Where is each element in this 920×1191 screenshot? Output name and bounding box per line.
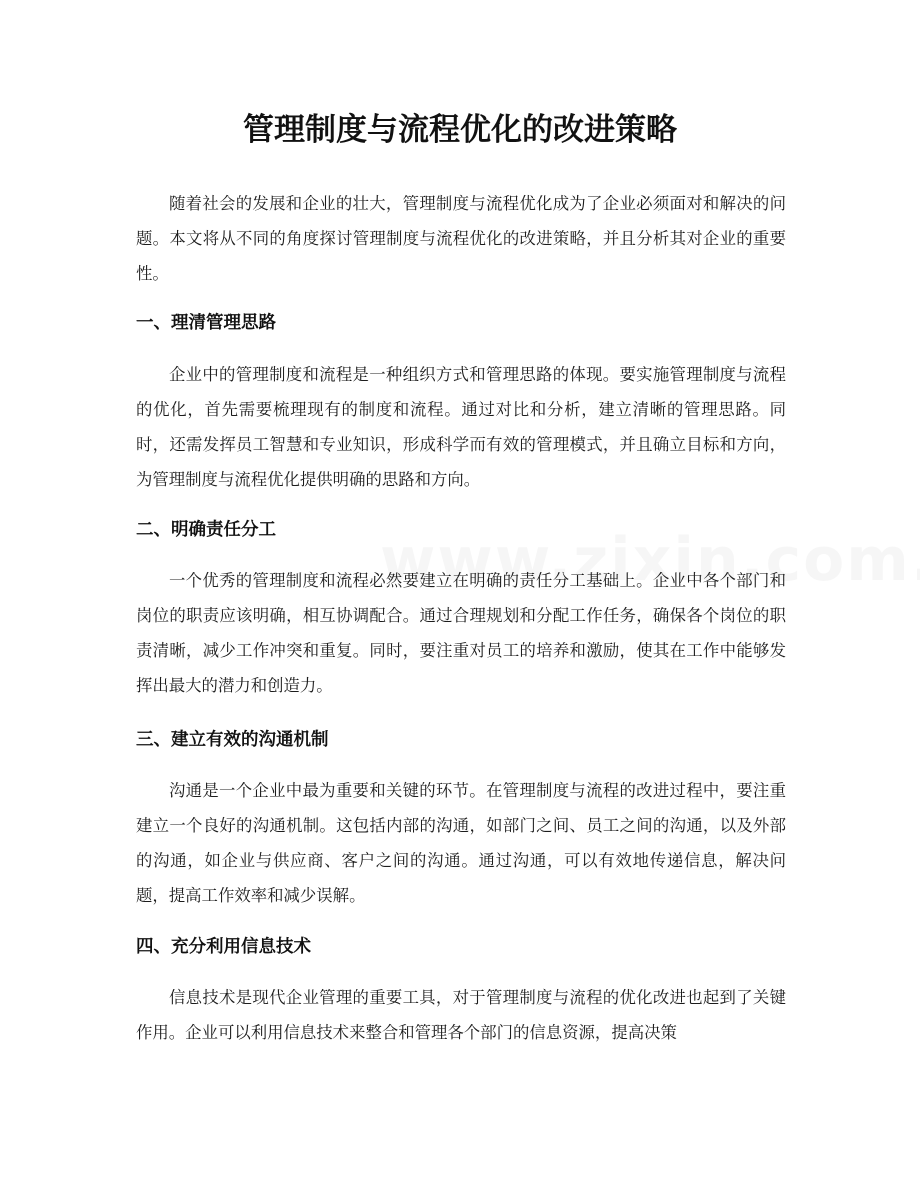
section-heading-2: 二、明确责任分工 (136, 520, 276, 540)
section-body-4: 信息技术是现代企业管理的重要工具，对于管理制度与流程的优化改进也起到了关键作用。企业可以利用信息技术来整合和管理各个部门的信息资源，提高决策 (136, 988, 786, 1042)
section-heading-3: 三、建立有效的沟通机制 (136, 730, 329, 750)
document-title: 管理制度与流程优化的改进策略 (243, 112, 677, 148)
intro-paragraph: 随着社会的发展和企业的壮大，管理制度与流程优化成为了企业必须面对和解决的问题。本文将从不同的角度探讨管理制度与流程优化的改进策略，并且分析其对企业的重要性。 (136, 194, 786, 283)
section-body-2: 一个优秀的管理制度和流程必然要建立在明确的责任分工基础上。企业中各个部门和岗位的职责应该明确，相互协调配合。通过合理规划和分配工作任务，确保各个岗位的职责清晰，减少工作冲突和重复。同时，要注重对员工的培养和激励，使其在工作中能够发挥出最大的潜力和创造力。 (136, 571, 786, 695)
section-heading-1: 一、理清管理思路 (136, 313, 276, 333)
section-body-3: 沟通是一个企业中最为重要和关键的环节。在管理制度与流程的改进过程中，要注重建立一个良好的沟通机制。这包括内部的沟通，如部门之间、员工之间的沟通，以及外部的沟通，如企业与供应商、客户之间的沟通。通过沟通，可以有效地传递信息，解决问题，提高工作效率和减少误解。 (136, 781, 786, 905)
section-heading-4: 四、充分利用信息技术 (136, 937, 311, 957)
section-body-1: 企业中的管理制度和流程是一种组织方式和管理思路的体现。要实施管理制度与流程的优化，首先需要梳理现有的制度和流程。通过对比和分析，建立清晰的管理思路。同时，还需发挥员工智慧和专业知识，形成科学而有效的管理模式，并且确立目标和方向，为管理制度与流程优化提供明确的思路和方向。 (136, 365, 786, 489)
